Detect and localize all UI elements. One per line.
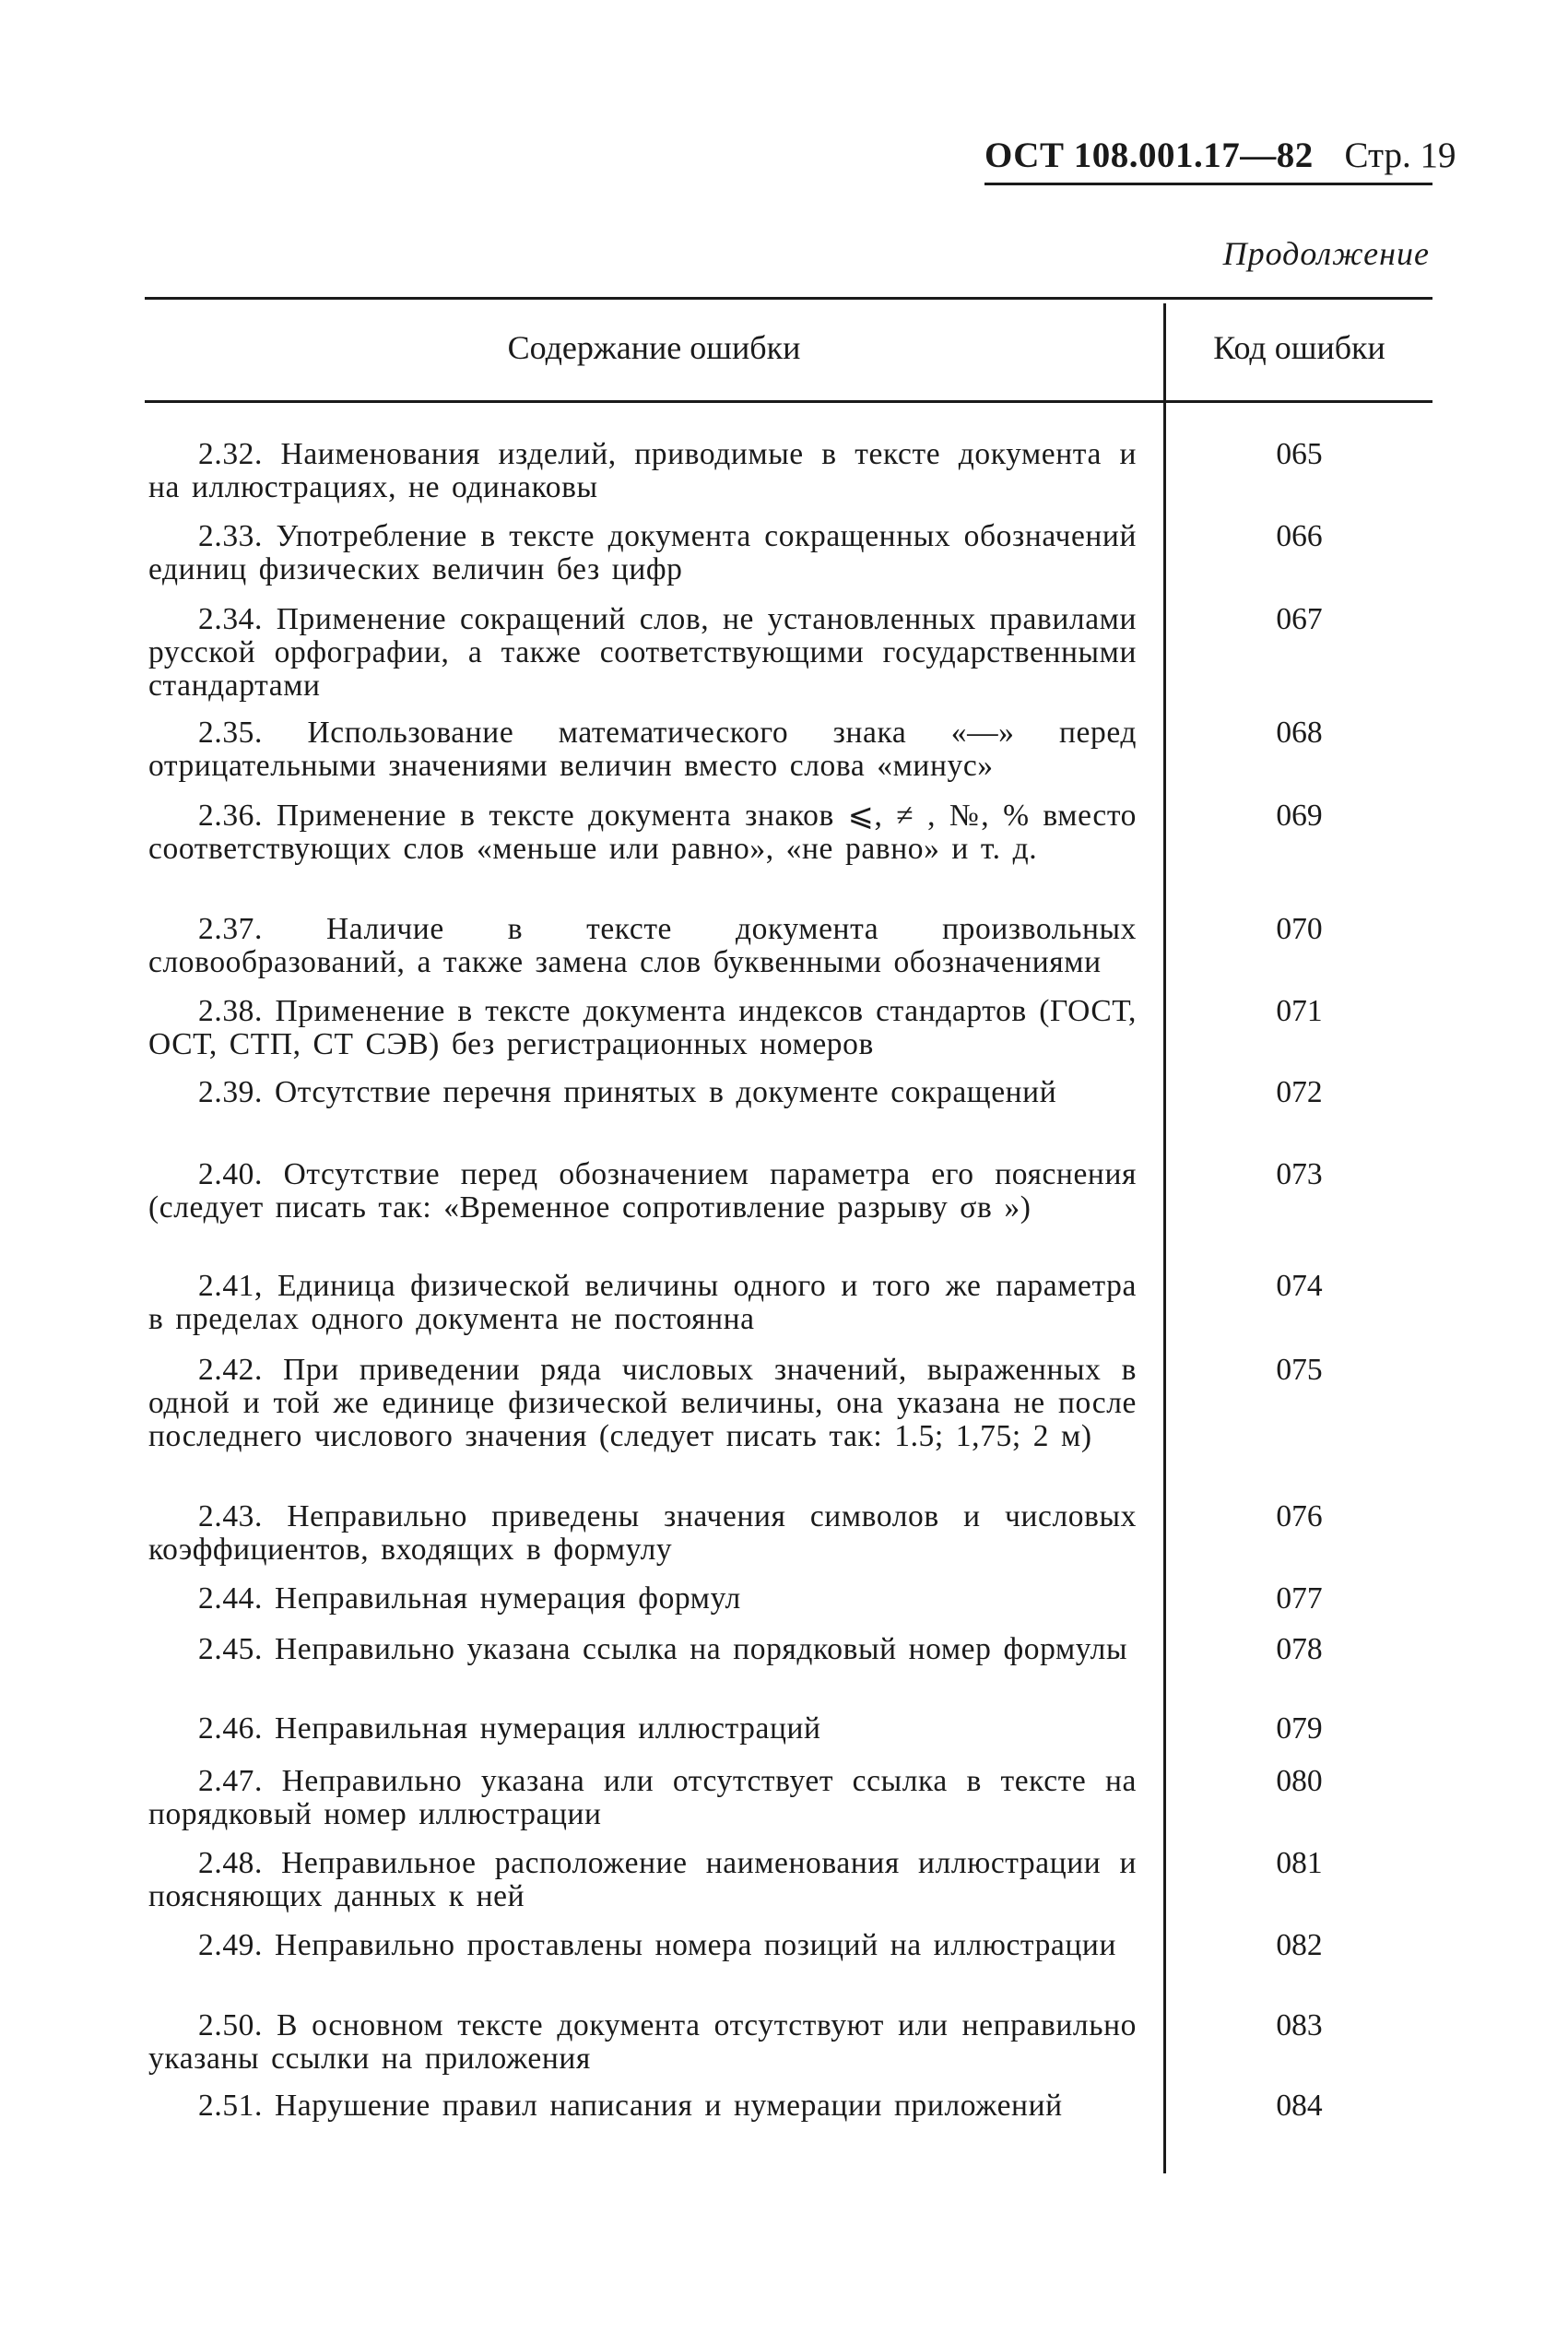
error-text: Отсутствие перед обозначением параметра его пояснения (следует писать так: «Временное сопротивление разрыву σв ») [148, 1157, 1137, 1225]
error-text: Употребление в тексте документа сокращенных обозначений единиц физических величин без цифр [148, 519, 1137, 586]
error-code: 074 [1276, 1269, 1323, 1303]
error-text: Отсутствие перечня принятых в документе сокращений [274, 1075, 1057, 1109]
error-text: Нарушение правил написания и нумерации приложений [274, 2089, 1063, 2123]
error-description [148, 716, 1137, 783]
clause-number: 2.40. [198, 1157, 263, 1191]
error-description [148, 2009, 1137, 2076]
error-text: При приведении ряда числовых значений, выраженных в одной и той же единице физической величины, она указана не после последнего числового значения (следует писать так: 1.5; 1,75; 2 м) [148, 1353, 1137, 1453]
table-top-rule [145, 297, 1432, 300]
clause-number: 2.46. [198, 1711, 263, 1746]
error-text: Единица физической величины одного и того же параметра в пределах одного документа не постоянна [148, 1269, 1137, 1336]
error-code: 079 [1276, 1711, 1323, 1746]
error-description [148, 1582, 1137, 1616]
error-text: Неправильное расположение наименования иллюстрации и поясняющих данных к ней [148, 1846, 1137, 1913]
standard-number: ОСТ 108.001.17—82 [984, 136, 1314, 175]
error-description [148, 799, 1137, 866]
clause-number: 2.47. [198, 1764, 263, 1798]
error-code: 083 [1276, 2008, 1323, 2042]
clause-number: 2.50. [198, 2008, 263, 2042]
error-description [148, 1158, 1137, 1225]
header-rule [984, 183, 1432, 185]
error-description [148, 1633, 1137, 1666]
error-description [148, 995, 1137, 1061]
clause-number: 2.45. [198, 1632, 263, 1666]
error-code: 068 [1276, 716, 1323, 750]
error-code: 077 [1276, 1581, 1323, 1616]
error-text: Применение в тексте документа индексов стандартов (ГОСТ, ОСТ, СТП, СТ СЭВ) без регистрационных номеров [148, 994, 1137, 1061]
column-divider [1163, 303, 1166, 2173]
clause-number: 2.43. [198, 1499, 263, 1533]
clause-number: 2.36. [198, 799, 263, 833]
error-code: 067 [1276, 602, 1323, 636]
error-code: 078 [1276, 1632, 1323, 1666]
error-text: Использование математического знака «—» перед отрицательными значениями величин вместо слова «минус» [148, 716, 1137, 783]
clause-number: 2.38. [198, 994, 263, 1028]
error-text: Неправильная нумерация формул [274, 1581, 741, 1616]
error-code: 066 [1276, 519, 1323, 553]
error-text: Применение в тексте документа знаков ⩽, ≠ , №, % вместо соответствующих слов «меньше или равно», «не равно» и т. д. [148, 799, 1137, 866]
error-description [148, 1270, 1137, 1336]
clause-number: 2.44. [198, 1581, 263, 1616]
clause-number: 2.32. [198, 437, 263, 471]
error-code: 080 [1276, 1764, 1323, 1798]
error-code: 071 [1276, 994, 1323, 1028]
error-code: 084 [1276, 2089, 1323, 2123]
error-description [148, 1076, 1137, 1109]
error-description [148, 1847, 1137, 1913]
error-text: Применение сокращений слов, не установленных правилами русской орфографии, а также соответствующими государственными стандартами [148, 602, 1137, 703]
clause-number: 2.39. [198, 1075, 263, 1109]
error-text: Неправильно приведены значения символов и числовых коэффициентов, входящих в формулу [148, 1499, 1137, 1567]
error-description [148, 1929, 1137, 1962]
clause-number: 2.42. [198, 1353, 263, 1387]
table-header-rule [145, 400, 1432, 403]
error-description [148, 1500, 1137, 1567]
error-description [148, 603, 1137, 703]
error-code: 081 [1276, 1846, 1323, 1880]
error-text: Неправильно указана ссылка на порядковый номер формулы [274, 1632, 1128, 1666]
error-text: Наименования изделий, приводимые в тексте документа и на иллюстрациях, не одинаковы [148, 437, 1137, 504]
page-header [984, 135, 1456, 176]
error-description [148, 438, 1137, 504]
error-description [148, 1765, 1137, 1831]
error-code: 065 [1276, 437, 1323, 471]
error-text: Неправильно проставлены номера позиций на иллюстрации [274, 1928, 1116, 1962]
clause-number: 2.41, [198, 1269, 263, 1303]
error-description [148, 520, 1137, 586]
error-text: Наличие в тексте документа произвольных словообразований, а также замена слов буквенными обозначениями [148, 912, 1137, 979]
error-description [148, 1354, 1137, 1453]
error-code: 082 [1276, 1928, 1323, 1962]
column-header-content: Содержание ошибки [507, 329, 801, 366]
clause-number: 2.34. [198, 602, 263, 636]
column-header-code: Код ошибки [1213, 329, 1385, 366]
error-description [148, 2089, 1137, 2123]
clause-number: 2.33. [198, 519, 263, 553]
error-code: 069 [1276, 799, 1323, 833]
continued-label: Продолжение [1222, 235, 1430, 272]
clause-number: 2.49. [198, 1928, 263, 1962]
clause-number: 2.35. [198, 716, 263, 750]
error-code: 072 [1276, 1075, 1323, 1109]
error-text: Неправильно указана или отсутствует ссылка в тексте на порядковый номер иллюстрации [148, 1764, 1137, 1831]
error-text: Неправильная нумерация иллюстраций [274, 1711, 821, 1746]
error-code: 076 [1276, 1499, 1323, 1533]
error-code: 073 [1276, 1157, 1323, 1191]
error-code: 070 [1276, 912, 1323, 946]
clause-number: 2.48. [198, 1846, 263, 1880]
clause-number: 2.37. [198, 912, 263, 946]
error-text: В основном тексте документа отсутствуют или неправильно указаны ссылки на приложения [148, 2008, 1137, 2076]
error-description [148, 1712, 1137, 1746]
page-number: Стр. 19 [1344, 136, 1456, 175]
error-description [148, 913, 1137, 979]
error-code: 075 [1276, 1353, 1323, 1387]
clause-number: 2.51. [198, 2089, 263, 2123]
